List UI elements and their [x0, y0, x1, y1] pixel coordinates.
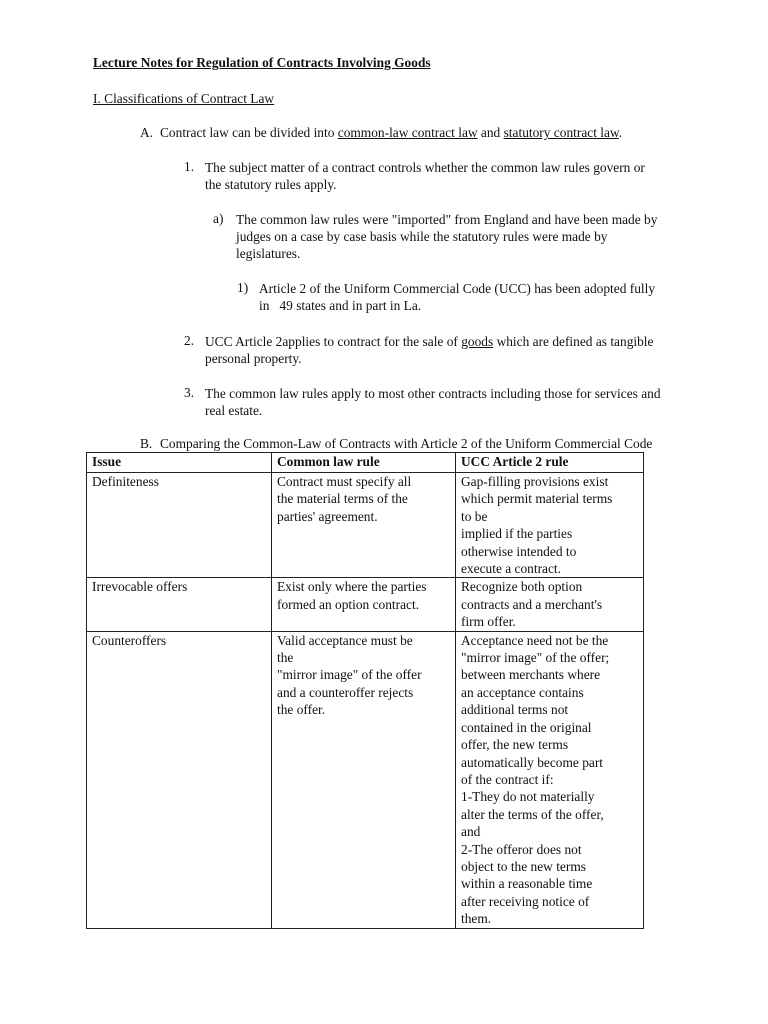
- outline-item-2: [205, 333, 653, 367]
- outline-item-1: [205, 159, 645, 193]
- cell-text-line: Acceptance need not be the: [461, 632, 609, 648]
- cell-text-line: Irrevocable offers: [92, 579, 188, 595]
- cell-text-line: of the contract if:: [461, 771, 554, 787]
- text-line: The subject matter of a contract controls whether the common law rules govern or: [205, 160, 645, 175]
- cell-text-line: between merchants where: [461, 667, 601, 683]
- term-goods: goods: [461, 334, 494, 349]
- text-line: The common law rules were "imported" from England and have been made by: [236, 212, 658, 227]
- table-row: [87, 578, 644, 631]
- cell-text-line: Valid acceptance must be: [277, 632, 413, 648]
- cell-text-line: implied if the parties: [461, 526, 573, 542]
- cell-text-line: automatically become part: [461, 754, 604, 770]
- common-law-cell: [272, 631, 456, 928]
- cell-text-line: Gap-filling provisions exist: [461, 474, 609, 489]
- cell-text-line: additional terms not: [461, 702, 569, 718]
- text-line: the statutory rules apply.: [205, 177, 337, 192]
- table-row: [87, 473, 644, 578]
- cell-text-line: parties' agreement.: [277, 508, 378, 524]
- outline-marker: 3.: [184, 385, 195, 400]
- cell-text-line: object to the new terms: [461, 858, 586, 874]
- text-line: judges on a case by case basis while the statutory rules were made by: [236, 229, 608, 244]
- document-title: Lecture Notes for Regulation of Contracts Involving Goods: [93, 55, 431, 70]
- text-run: which are defined as tangible: [493, 334, 654, 349]
- cell-text-line: an acceptance contains: [461, 684, 584, 700]
- text-run: Contract law can be divided into: [160, 125, 338, 140]
- column-header-common-law: Common law rule: [272, 453, 456, 473]
- cell-text-line: alter the terms of the offer,: [461, 806, 604, 822]
- cell-text-line: Counteroffers: [92, 632, 167, 648]
- table-row: [87, 631, 644, 928]
- text-line: personal property.: [205, 351, 302, 366]
- outline-marker: 1): [237, 280, 249, 295]
- outline-item-a-sub: [236, 211, 657, 262]
- outline-marker: 2.: [184, 333, 195, 348]
- section-heading: I. Classifications of Contract Law: [93, 91, 275, 106]
- cell-text-line: Recognize both option: [461, 579, 583, 595]
- cell-text-line: 1-They do not materially: [461, 789, 595, 805]
- cell-text-line: the material terms of the: [277, 491, 408, 507]
- term-common-law: common-law contract law: [337, 125, 478, 140]
- cell-text-line: the offer.: [277, 702, 326, 718]
- ucc-cell: [456, 578, 644, 631]
- table-header-row: [87, 453, 644, 473]
- cell-text-line: Contract must specify all: [277, 474, 412, 489]
- cell-text-line: to be: [461, 508, 488, 524]
- outline-item-1-sub: [259, 280, 655, 314]
- cell-text-line: and: [461, 824, 481, 840]
- ucc-cell: [456, 631, 644, 928]
- text-line: real estate.: [205, 403, 263, 418]
- outline-item-a: [140, 125, 153, 141]
- outline-marker: B.: [140, 436, 153, 451]
- term-statutory: statutory contract law: [503, 125, 619, 140]
- cell-text-line: after receiving notice of: [461, 893, 590, 909]
- text-line: in 49 states and in part in La.: [259, 298, 422, 313]
- outline-item-3: [205, 385, 661, 419]
- cell-text-line: firm offer.: [461, 614, 516, 630]
- cell-text-line: Definiteness: [92, 474, 159, 489]
- outline-item-b: Comparing the Common-Law of Contracts with Article 2 of the Uniform Commercial Code: [160, 436, 653, 451]
- cell-text-line: Exist only where the parties: [277, 579, 427, 595]
- cell-text-line: contracts and a merchant's: [461, 596, 603, 612]
- outline-marker: 1.: [184, 159, 195, 174]
- outline-item-a-text: [160, 125, 622, 141]
- cell-text-line: the: [277, 650, 294, 666]
- outline-marker: A.: [140, 125, 154, 140]
- outline-marker: a): [213, 211, 224, 226]
- common-law-cell: [272, 578, 456, 631]
- cell-text-line: formed an option contract.: [277, 596, 420, 612]
- cell-text-line: and a counteroffer rejects: [277, 684, 414, 700]
- cell-text-line: offer, the new terms: [461, 737, 569, 753]
- text-run: and: [477, 125, 504, 140]
- cell-text-line: otherwise intended to: [461, 543, 577, 559]
- comparison-table: [86, 452, 644, 929]
- cell-text-line: 2-The offeror does not: [461, 841, 582, 857]
- cell-text-line: which permit material terms: [461, 491, 613, 507]
- cell-text-line: within a reasonable time: [461, 876, 593, 892]
- column-header-issue: Issue: [87, 453, 272, 473]
- text-line: Article 2 of the Uniform Commercial Code (UCC) has been adopted fully: [259, 281, 656, 296]
- issue-cell: [87, 473, 272, 578]
- cell-text-line: "mirror image" of the offer: [277, 667, 422, 683]
- text-line: [205, 333, 653, 350]
- text-line: The common law rules apply to most other contracts including those for services and: [205, 386, 661, 401]
- cell-text-line: execute a contract.: [461, 561, 561, 577]
- issue-cell: [87, 578, 272, 631]
- ucc-cell: [456, 473, 644, 578]
- cell-text-line: contained in the original: [461, 719, 592, 735]
- text-run: .: [618, 125, 623, 140]
- text-run: UCC Article 2applies to contract for the sale of: [205, 334, 462, 349]
- common-law-cell: [272, 473, 456, 578]
- issue-cell: [87, 631, 272, 928]
- cell-text-line: "mirror image" of the offer;: [461, 650, 610, 666]
- column-header-ucc: UCC Article 2 rule: [456, 453, 644, 473]
- text-line: legislatures.: [236, 246, 301, 261]
- cell-text-line: them.: [461, 911, 492, 927]
